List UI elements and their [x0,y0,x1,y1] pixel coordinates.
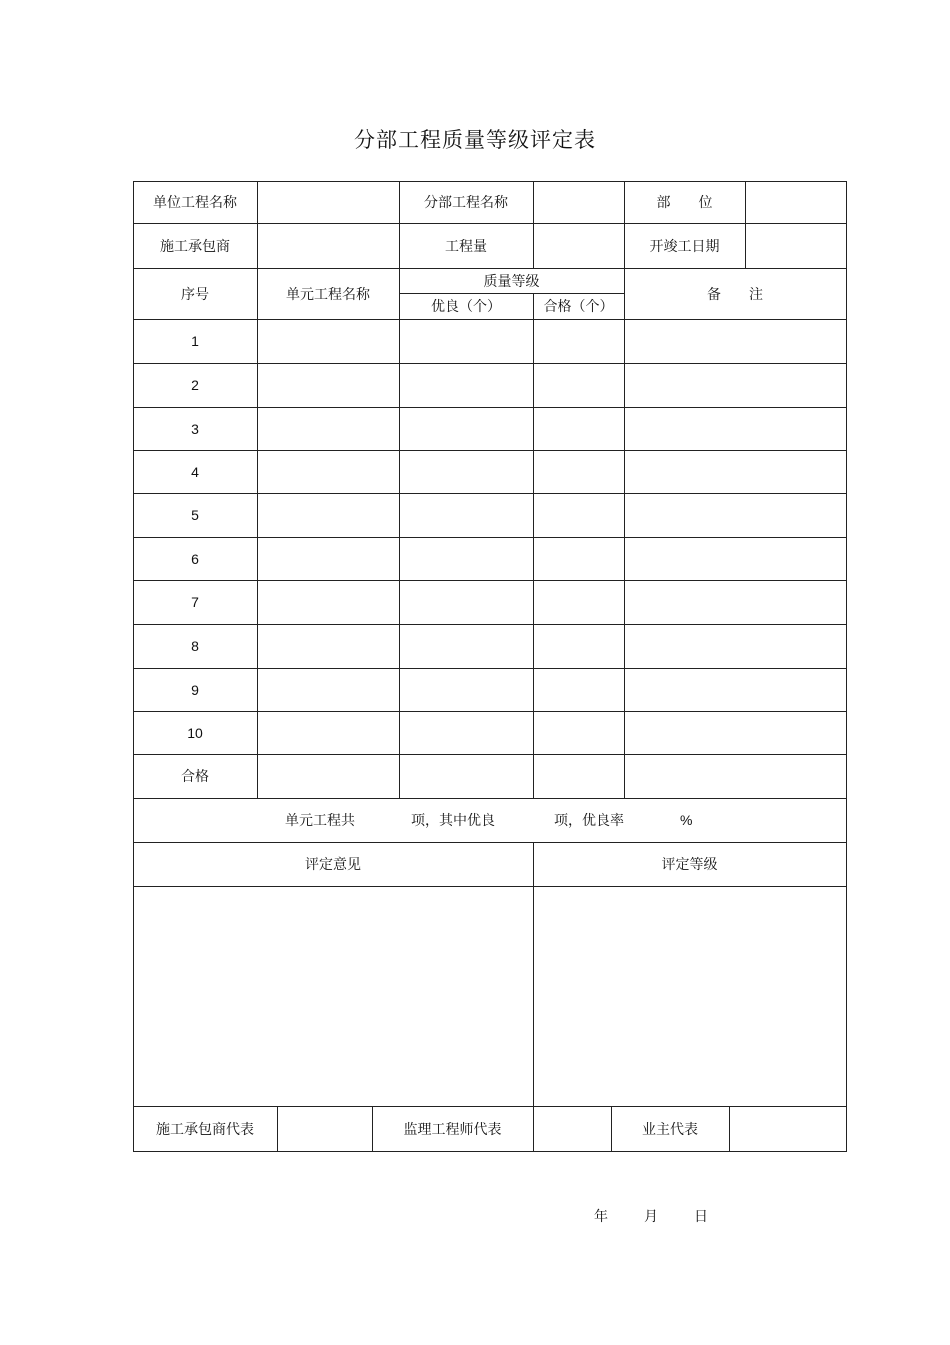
row-label-qualified: 合格 [181,769,209,785]
date-day: 日 [694,1209,708,1225]
field-unit-project-name[interactable] [258,181,399,223]
rule [399,268,400,798]
label-location: 部 位 [656,195,713,211]
label-unit-project-name: 单位工程名称 [153,195,237,211]
column-header-qualified: 合格（个） [543,299,614,315]
assessment-opinion-label: 评定意见 [305,857,361,873]
label-sub-project-name: 分部工程名称 [424,195,508,211]
rule [257,268,258,798]
row-label: 1 [191,333,199,349]
column-header-unit-element-name: 单元工程名称 [286,286,370,303]
column-header-quality-grade: 质量等级 [483,273,540,290]
rule [533,293,534,798]
rule [846,181,847,1152]
row-label: 6 [191,550,199,567]
field-sub-project-name[interactable] [534,181,624,223]
row-label: 3 [191,420,199,437]
label-contractor: 施工承包商 [160,238,230,255]
summary-total-label: 单元工程共 [285,813,355,829]
field-start-end-date[interactable] [746,223,846,268]
contractor-rep-signature[interactable] [278,1106,372,1151]
page-title: 分部工程质量等级评定表 [354,128,596,152]
row-label: 9 [191,681,199,698]
row-label: 7 [191,594,199,610]
date-year: 年 [594,1209,608,1225]
summary-excellent-label: 项，其中优良 [411,813,495,829]
summary-rate-label: 项，优良率 [554,813,624,829]
field-contractor[interactable] [258,223,399,268]
owner-rep-label: 业主代表 [642,1121,698,1138]
date-month: 月 [644,1209,658,1225]
contractor-rep-label: 施工承包商代表 [156,1121,254,1138]
rule [624,268,625,798]
field-location[interactable] [746,181,846,223]
rule [133,1151,847,1152]
field-quantity[interactable] [534,223,624,268]
row-label: 2 [191,377,199,393]
row-label: 8 [191,638,199,654]
summary-percent-sign: % [680,812,693,828]
label-start-end-date: 开竣工日期 [649,238,720,255]
column-header-seq: 序号 [181,286,209,303]
supervisor-rep-signature[interactable] [534,1106,611,1151]
row-label: 5 [191,507,199,523]
column-header-excellent: 优良（个） [431,299,501,315]
owner-rep-signature[interactable] [730,1106,846,1151]
row-label: 10 [187,724,203,741]
assessment-grade-field[interactable] [534,887,846,1106]
assessment-opinion-field[interactable] [134,887,533,1106]
label-quantity: 工程量 [445,238,487,255]
assessment-grade-label: 评定等级 [661,857,718,873]
row-label: 4 [191,463,199,480]
column-header-remarks: 备 注 [707,286,763,303]
supervisor-rep-label: 监理工程师代表 [403,1121,502,1138]
